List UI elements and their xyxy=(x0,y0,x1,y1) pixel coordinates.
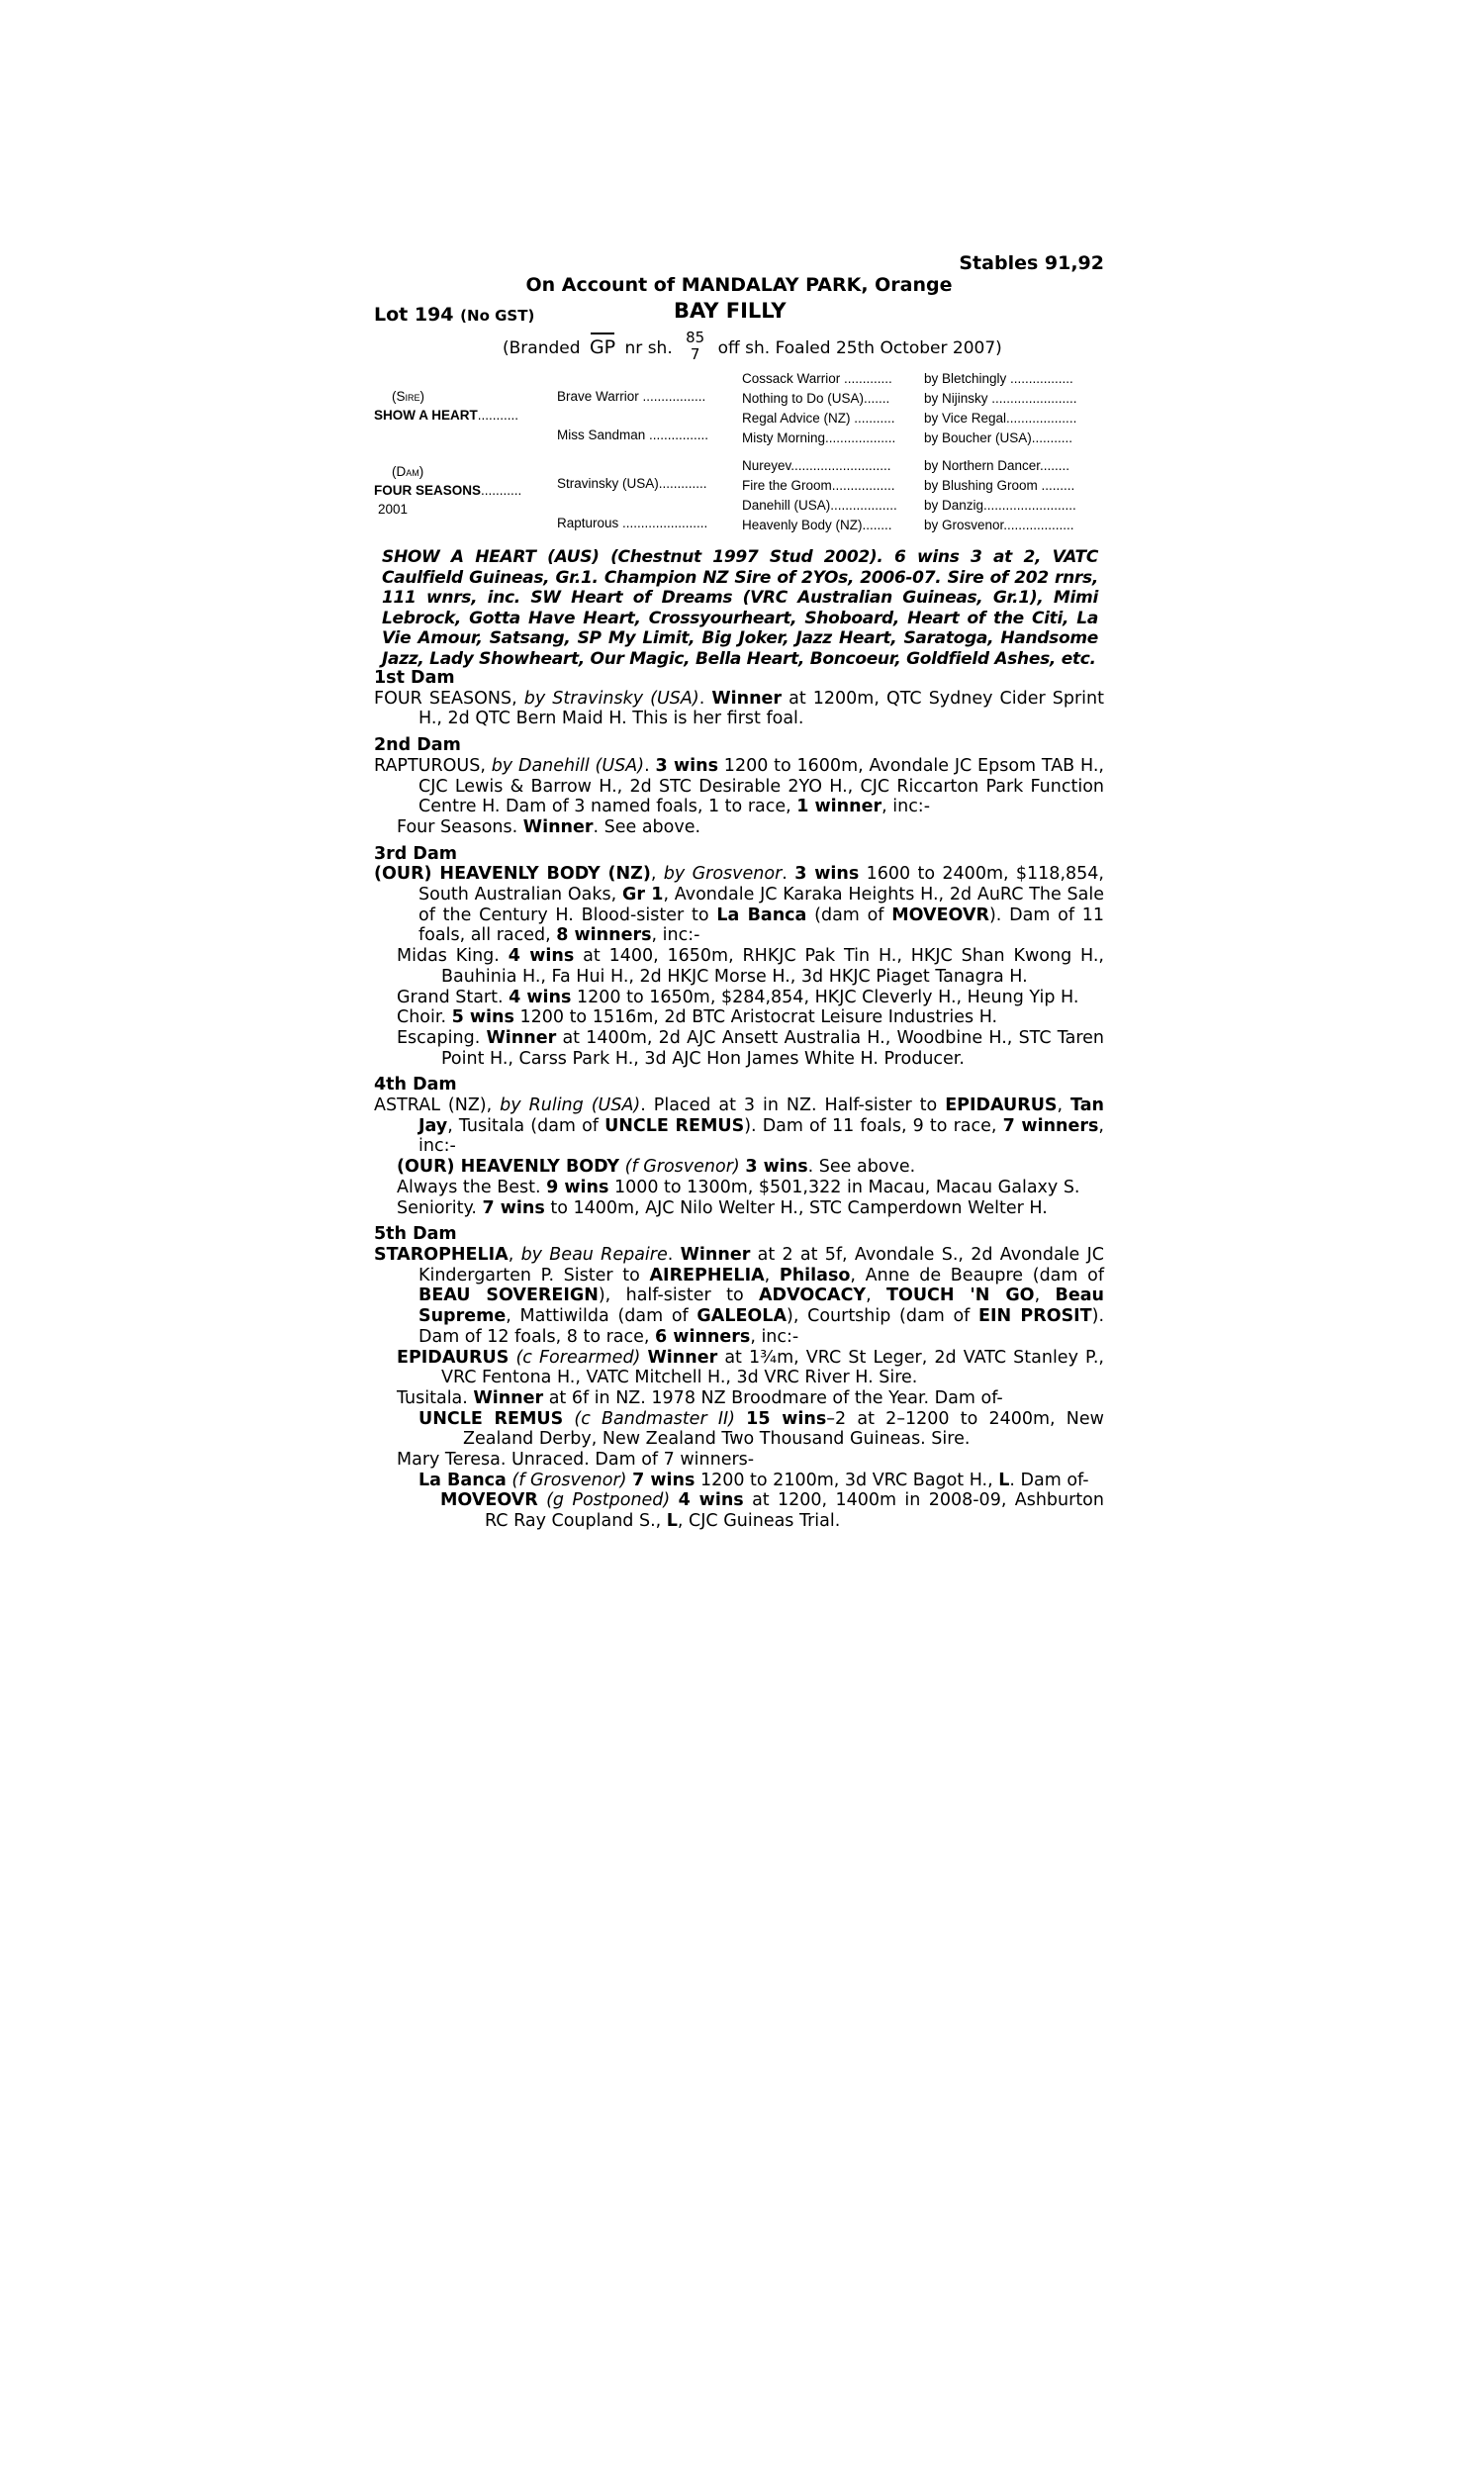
text-run xyxy=(735,1409,746,1429)
fourth-dam-progeny xyxy=(374,1198,1104,1219)
text-run: , Tusitala (dam of xyxy=(447,1115,605,1136)
dam-lines xyxy=(374,662,1104,1532)
text-run: 7 winners xyxy=(1002,1115,1099,1136)
text-run: L xyxy=(998,1470,1010,1490)
pedigree-g3-3: by Vice Regal................... xyxy=(924,411,1077,426)
text-run: (OUR) HEAVENLY BODY (NZ) xyxy=(374,864,651,885)
text-run: , Mattiwilda (dam of xyxy=(506,1306,697,1327)
pedigree-g3-7: by Danzig......................... xyxy=(924,498,1076,513)
horse-description: BAY FILLY xyxy=(674,299,787,323)
text-run: 5 wins xyxy=(451,1007,514,1028)
dam-name xyxy=(374,483,521,498)
text-run: Tusitala. xyxy=(397,1387,474,1408)
brand-line xyxy=(503,329,1002,365)
fifth-dam-great-grandprogeny xyxy=(374,1490,1104,1531)
text-run: (f Grosvenor) xyxy=(624,1157,740,1178)
pedigree-g2-6: Fire the Groom................. xyxy=(742,478,895,493)
vendor-account: On Account of MANDALAY PARK, Orange xyxy=(525,274,953,296)
dam-label: (Dam) xyxy=(392,464,424,479)
sire-label: (Sire) xyxy=(392,389,424,404)
text-run: , xyxy=(1034,1285,1056,1306)
text-run: 6 winners xyxy=(655,1326,751,1347)
text-run: 3 wins xyxy=(745,1157,808,1178)
text-run: Choir. xyxy=(397,1007,452,1028)
text-run: Winner xyxy=(486,1027,557,1048)
sire-summary: SHOW A HEART (AUS) (Chestnut 1997 Stud 2002). 6 wins 3 at 2, VATC Caulfield Guineas, Gr.1. Champion NZ Sire of 2YOs, 2006-07. Sire of 202 rnrs, 111 wnrs, inc. SW Heart of Dreams (VRC Australian Guineas, Gr.1), Mimi Lebrock, Gotta Have Heart, Crossyourheart, Shoboard, Heart of the Citi, La Vie Amour, Satsang, SP My Limit, Big Joker, Jazz Heart, Saratoga, Handsome Jazz, Lady Showheart, Our Magic, Bella Heart, Boncoeur, Goldfield Ashes, etc. xyxy=(382,547,1098,669)
text-run: , xyxy=(764,1265,780,1285)
text-run: ADVOCACY xyxy=(759,1285,867,1306)
lot-label: Lot 194 xyxy=(374,304,454,326)
text-run: (f Grosvenor) xyxy=(511,1470,627,1490)
second-dam-heading: 2nd Dam xyxy=(374,735,461,756)
text-run: Winner xyxy=(680,1244,751,1265)
text-run: EPIDAURUS xyxy=(945,1095,1058,1116)
text-run: 3 wins xyxy=(655,755,718,776)
text-run: (c Bandmaster II) xyxy=(574,1408,735,1429)
sire-leader: ........... xyxy=(477,408,519,423)
pedigree-g3-4: by Boucher (USA)........... xyxy=(924,430,1073,445)
text-run: EIN PROSIT xyxy=(978,1306,1092,1327)
text-run: (OUR) HEAVENLY BODY xyxy=(397,1157,620,1178)
text-run: 1200 to 2100m, 3d VRC Bagot H., xyxy=(695,1470,999,1490)
text-run: 4 wins xyxy=(509,987,572,1007)
text-run: at 1200m, QTC Sydney Cider Sprint H., 2d QTC Bern Maid H. This is her first foal. xyxy=(418,688,1104,729)
text-run: ), Courtship (dam of xyxy=(787,1306,979,1327)
text-run: . Placed at 3 in NZ. Half-sister to xyxy=(640,1095,946,1116)
text-run: at 1200, 1400m in 2008-09, Ashburton RC Ray Coupland S., xyxy=(485,1490,1104,1532)
text-run: 1000 to 1300m, $501,322 in Macau, Macau Galaxy S. xyxy=(608,1177,1080,1197)
text-run: Always the Best. xyxy=(397,1177,547,1197)
text-run: Mary Teresa. Unraced. Dam of 7 winners- xyxy=(397,1450,755,1471)
text-run: Tan Jay xyxy=(418,1095,1104,1136)
third-dam-progeny xyxy=(374,988,1104,1008)
text-run: ). Dam of 11 foals, 9 to race, xyxy=(744,1115,1003,1136)
text-run: by Grosvenor xyxy=(663,864,783,885)
first-dam-heading: 1st Dam xyxy=(374,668,455,688)
fifth-dam-grandprogeny xyxy=(374,1409,1104,1450)
text-run: , xyxy=(1057,1095,1071,1116)
fourth-dam-progeny xyxy=(374,1178,1104,1198)
text-run: MOVEOVR xyxy=(440,1490,538,1511)
text-run: , xyxy=(866,1285,887,1306)
text-run: , Anne de Beaupre (dam of xyxy=(850,1265,1104,1285)
text-run: . See above. xyxy=(807,1157,916,1178)
text-run: , xyxy=(650,864,664,885)
sire-sire: Brave Warrior ................. xyxy=(557,389,706,404)
fourth-dam-progeny xyxy=(374,1157,1104,1178)
brand-number-bottom: 7 xyxy=(690,345,700,363)
fifth-dam-progeny xyxy=(374,1388,1104,1409)
pedigree-g2-2: Nothing to Do (USA)....... xyxy=(742,391,890,406)
text-run: , inc:- xyxy=(651,925,700,946)
text-run: . xyxy=(782,864,795,885)
gst-note: (No GST) xyxy=(460,307,535,325)
text-run: 9 wins xyxy=(546,1177,609,1197)
pedigree-g2-4: Misty Morning................... xyxy=(742,430,896,445)
pedigree-g3-8: by Grosvenor................... xyxy=(924,518,1074,532)
text-run: FOUR SEASONS, xyxy=(374,688,524,709)
pedigree-g2-5: Nureyev........................... xyxy=(742,458,891,473)
text-run: GALEOLA xyxy=(696,1306,788,1327)
text-run: 1200 to 1516m, 2d BTC Aristocrat Leisure Industries H. xyxy=(513,1007,998,1028)
text-run xyxy=(563,1409,574,1429)
text-run: . See above. xyxy=(593,816,701,837)
sire-name-text: SHOW A HEART xyxy=(374,408,478,423)
text-run: Beau Supreme xyxy=(418,1285,1104,1327)
dam-sire: Stravinsky (USA)............. xyxy=(557,476,707,491)
text-run: 8 winners xyxy=(556,925,652,946)
text-run: ), half-sister to xyxy=(598,1285,760,1306)
text-run: AIREPHELIA xyxy=(649,1265,765,1285)
fifth-dam-grandprogeny xyxy=(374,1471,1104,1491)
text-run: ASTRAL (NZ), xyxy=(374,1095,501,1116)
text-run: by Danehill (USA) xyxy=(491,755,645,776)
text-run: 7 wins xyxy=(482,1197,545,1218)
text-run: MOVEOVR xyxy=(891,904,989,925)
third-dam-heading: 3rd Dam xyxy=(374,843,457,864)
dam-year: 2001 xyxy=(378,502,409,517)
text-run: Winner xyxy=(711,688,783,709)
text-run: , inc:- xyxy=(881,797,931,817)
text-run: (dam of xyxy=(806,904,892,925)
text-run: 4 wins xyxy=(508,946,575,967)
text-run xyxy=(640,1348,647,1368)
text-run: 1600 to 2400m, $118,854, South Australian Oaks, xyxy=(418,864,1104,905)
text-run: . xyxy=(667,1244,681,1265)
text-run: 15 wins xyxy=(746,1408,827,1429)
fifth-dam-entry xyxy=(374,1245,1104,1348)
text-run: Midas King. xyxy=(397,946,509,967)
dam-name-text: FOUR SEASONS xyxy=(374,483,482,498)
text-run: . Dam of- xyxy=(1009,1470,1089,1490)
text-run: by Stravinsky (USA) xyxy=(523,688,699,709)
text-run: Winner xyxy=(473,1387,544,1408)
text-run: Grand Start. xyxy=(397,987,510,1007)
brand-suffix: off sh. Foaled 25th October 2007) xyxy=(717,338,1002,358)
pedigree-g3-6: by Blushing Groom ......... xyxy=(924,478,1075,493)
fourth-dam-heading: 4th Dam xyxy=(374,1075,457,1095)
text-run xyxy=(538,1490,546,1510)
sire-name xyxy=(374,408,518,423)
text-run: UNCLE REMUS xyxy=(604,1115,745,1136)
fifth-dam-heading: 5th Dam xyxy=(374,1224,457,1245)
text-run: , Avondale JC Karaka Heights H., 2d AuRC The Sale of the Century H. Blood-sister to xyxy=(418,885,1104,925)
pedigree-g3-5: by Northern Dancer........ xyxy=(924,458,1070,473)
text-run: (g Postponed) xyxy=(546,1490,671,1511)
pedigree-table xyxy=(374,369,1104,532)
text-run: Gr 1 xyxy=(621,885,664,905)
text-run: Philaso xyxy=(779,1265,851,1285)
fourth-dam-entry xyxy=(374,1095,1104,1157)
fifth-dam-progeny xyxy=(374,1450,1104,1471)
text-run: at 6f in NZ. 1978 NZ Broodmare of the Year. Dam of- xyxy=(543,1387,1003,1408)
text-run: BEAU SOVEREIGN xyxy=(418,1285,599,1306)
pedigree-g2-8: Heavenly Body (NZ)........ xyxy=(742,518,892,532)
text-run xyxy=(670,1490,678,1510)
third-dam-progeny xyxy=(374,946,1104,987)
sire-dam: Miss Sandman ................ xyxy=(557,428,709,442)
text-run: at 1400, 1650m, RHKJC Pak Tin H., HKJC Shan Kwong H., Bauhinia H., Fa Hui H., 2d HKJC Morse H., 3d HKJC Piaget Tanagra H. xyxy=(441,946,1104,987)
text-run: at 1¾m, VRC St Leger, 2d VATC Stanley P., VRC Fentona H., VATC Mitchell H., 3d VRC River H. Sire. xyxy=(441,1347,1104,1388)
text-run: 7 wins xyxy=(632,1470,696,1490)
text-run: 1200 to 1600m, Avondale JC Epsom TAB H., CJC Lewis & Barrow H., 2d STC Desirable 2YO H., CJC Riccarton Park Function Centre H. Dam of 3 named foals, 1 to race, xyxy=(418,755,1104,817)
second-dam-progeny xyxy=(374,817,1104,838)
text-run: 1 winner xyxy=(796,797,882,817)
pedigree-g2-1: Cossack Warrior ............. xyxy=(742,371,892,386)
lot-number xyxy=(374,304,534,326)
text-run: ). Dam of 12 foals, 8 to race, xyxy=(418,1306,1105,1347)
pedigree-g2-3: Regal Advice (NZ) ........... xyxy=(742,411,895,426)
text-run: Escaping. xyxy=(397,1027,487,1048)
text-run: Four Seasons. xyxy=(397,816,523,837)
text-run: ). Dam of 11 foals, all raced, xyxy=(418,904,1105,946)
brand-number xyxy=(686,330,704,363)
text-run: TOUCH 'N GO xyxy=(886,1285,1035,1306)
text-run: at 1400m, 2d AJC Ansett Australia H., Woodbine H., STC Taren Point H., Carss Park H., 3d AJC Hon James White H. Producer. xyxy=(441,1027,1104,1069)
fifth-dam-progeny xyxy=(374,1348,1104,1388)
text-run: STAROPHELIA xyxy=(374,1244,509,1265)
text-run: L xyxy=(666,1511,678,1532)
text-run: . xyxy=(644,755,656,776)
pedigree-g2-7: Danehill (USA).................. xyxy=(742,498,897,513)
text-run: , CJC Guineas Trial. xyxy=(677,1511,841,1532)
dam-leader: ........... xyxy=(481,483,522,498)
text-run: to 1400m, AJC Nilo Welter H., STC Camperdown Welter H. xyxy=(544,1197,1048,1218)
text-run: La Banca xyxy=(418,1470,507,1490)
brand-mid: nr sh. xyxy=(624,338,673,358)
third-dam-progeny xyxy=(374,1007,1104,1028)
text-run: Seniority. xyxy=(397,1197,483,1218)
brand-prefix: (Branded xyxy=(503,338,581,358)
third-dam-progeny xyxy=(374,1028,1104,1069)
text-run: EPIDAURUS xyxy=(397,1347,510,1368)
text-run: , xyxy=(508,1244,521,1265)
text-run: UNCLE REMUS xyxy=(418,1408,564,1429)
text-run: La Banca xyxy=(716,904,807,925)
text-run: 3 wins xyxy=(794,864,860,885)
text-run: (c Forearmed) xyxy=(515,1347,641,1368)
stables-number: Stables 91,92 xyxy=(959,252,1104,274)
text-run: , inc:- xyxy=(418,1115,1104,1157)
text-run: 4 wins xyxy=(678,1490,744,1511)
text-run: by Ruling (USA) xyxy=(500,1095,641,1116)
brand-mark: GP xyxy=(589,336,616,358)
pedigree-g3-1: by Bletchingly ................. xyxy=(924,371,1073,386)
dam-dam: Rapturous ....................... xyxy=(557,516,708,530)
second-dam-entry xyxy=(374,756,1104,817)
first-dam-entry xyxy=(374,689,1104,729)
text-run: by Beau Repaire xyxy=(520,1244,668,1265)
text-run: at 2 at 5f, Avondale S., 2d Avondale JC Kindergarten P. Sister to xyxy=(418,1244,1104,1285)
text-run: 1200 to 1650m, $284,854, HKJC Cleverly H., Heung Yip H. xyxy=(571,987,1079,1007)
text-run: , inc:- xyxy=(750,1326,799,1347)
text-run: Winner xyxy=(647,1347,718,1368)
third-dam-entry xyxy=(374,864,1104,946)
text-run: RAPTUROUS, xyxy=(374,755,492,776)
brand-number-top: 85 xyxy=(686,329,705,346)
text-run: –2 at 2–1200 to 2400m, New Zealand Derby, New Zealand Two Thousand Guineas. Sire. xyxy=(463,1408,1104,1450)
text-run: . xyxy=(698,688,712,709)
text-run: Winner xyxy=(522,816,594,837)
pedigree-g3-2: by Nijinsky ....................... xyxy=(924,391,1077,406)
